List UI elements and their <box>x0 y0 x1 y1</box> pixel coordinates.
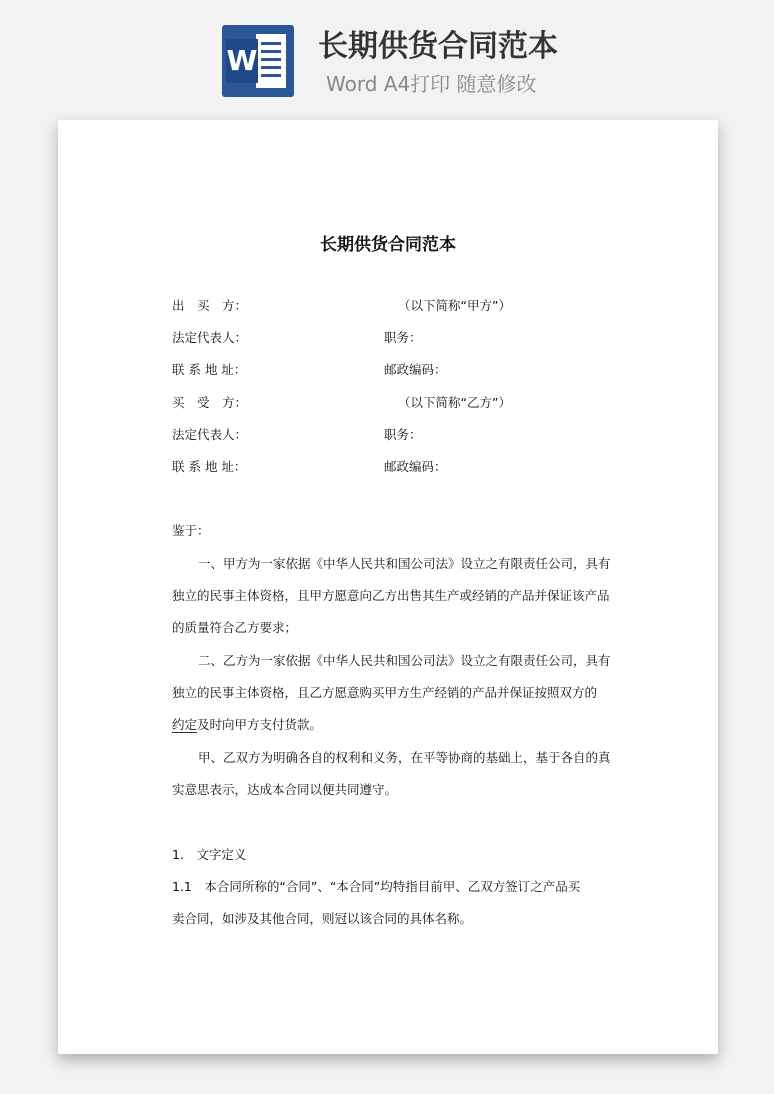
document-title: 长期供货合同范本 <box>320 235 456 255</box>
agreement-underlined: 约定 <box>172 717 198 732</box>
word-icon-page <box>256 34 286 88</box>
para3-line1: 甲、乙双方为明确各自的权利和义务，在平等协商的基础上，基于各自的真 <box>198 750 611 765</box>
header-subtitle: Word A4打印 随意修改 <box>326 72 537 96</box>
whereas-label: 鉴于： <box>172 523 210 538</box>
buyer-position-label: 职务： <box>384 330 422 345</box>
word-icon-letter: W <box>226 39 258 83</box>
page-header <box>0 0 774 110</box>
buyer-alias: （以下简称“甲方”） <box>398 298 511 313</box>
buyer-address-label: 联 系 地 址： <box>172 362 247 377</box>
para2-line1: 二、乙方为一家依据《中华人民共和国公司法》设立之有限责任公司，具有 <box>198 653 611 668</box>
para1-line3: 的质量符合乙方要求； <box>172 620 298 635</box>
para1-line1: 一、甲方为一家依据《中华人民共和国公司法》设立之有限责任公司，具有 <box>198 556 611 571</box>
seller-label: 买 受 方： <box>172 395 248 410</box>
word-icon <box>222 25 294 97</box>
header-title: 长期供货合同范本 <box>318 29 558 64</box>
para2-line2: 独立的民事主体资格，且乙方愿意购买甲方生产经销的产品并保证按照双方的 <box>172 685 598 700</box>
buyer-label: 出 买 方： <box>172 298 248 313</box>
section1-1-line2: 卖合同，如涉及其他合同，则冠以该合同的具体名称。 <box>172 911 473 926</box>
section1-1-line1: 1.1 本合同所称的“合同”、“本合同”均特指目前甲、乙双方签订之产品买 <box>172 879 581 894</box>
document-page <box>58 120 718 1054</box>
buyer-rep-label: 法定代表人： <box>172 330 248 345</box>
para1-line2: 独立的民事主体资格，且甲方愿意向乙方出售其生产或经销的产品并保证该产品 <box>172 588 610 603</box>
seller-position-label: 职务： <box>384 427 422 442</box>
seller-rep-label: 法定代表人： <box>172 427 248 442</box>
seller-alias: （以下简称“乙方”） <box>398 395 511 410</box>
seller-postcode-label: 邮政编码： <box>384 459 447 474</box>
buyer-postcode-label: 邮政编码： <box>384 362 447 377</box>
section1-heading: 1. 文字定义 <box>172 847 247 862</box>
para2-line3-rest: 及时向甲方支付货款。 <box>197 717 323 732</box>
para3-line2: 实意思表示，达成本合同以便共同遵守。 <box>172 782 398 797</box>
para2-line3 <box>172 716 322 734</box>
seller-address-label: 联 系 地 址： <box>172 459 247 474</box>
